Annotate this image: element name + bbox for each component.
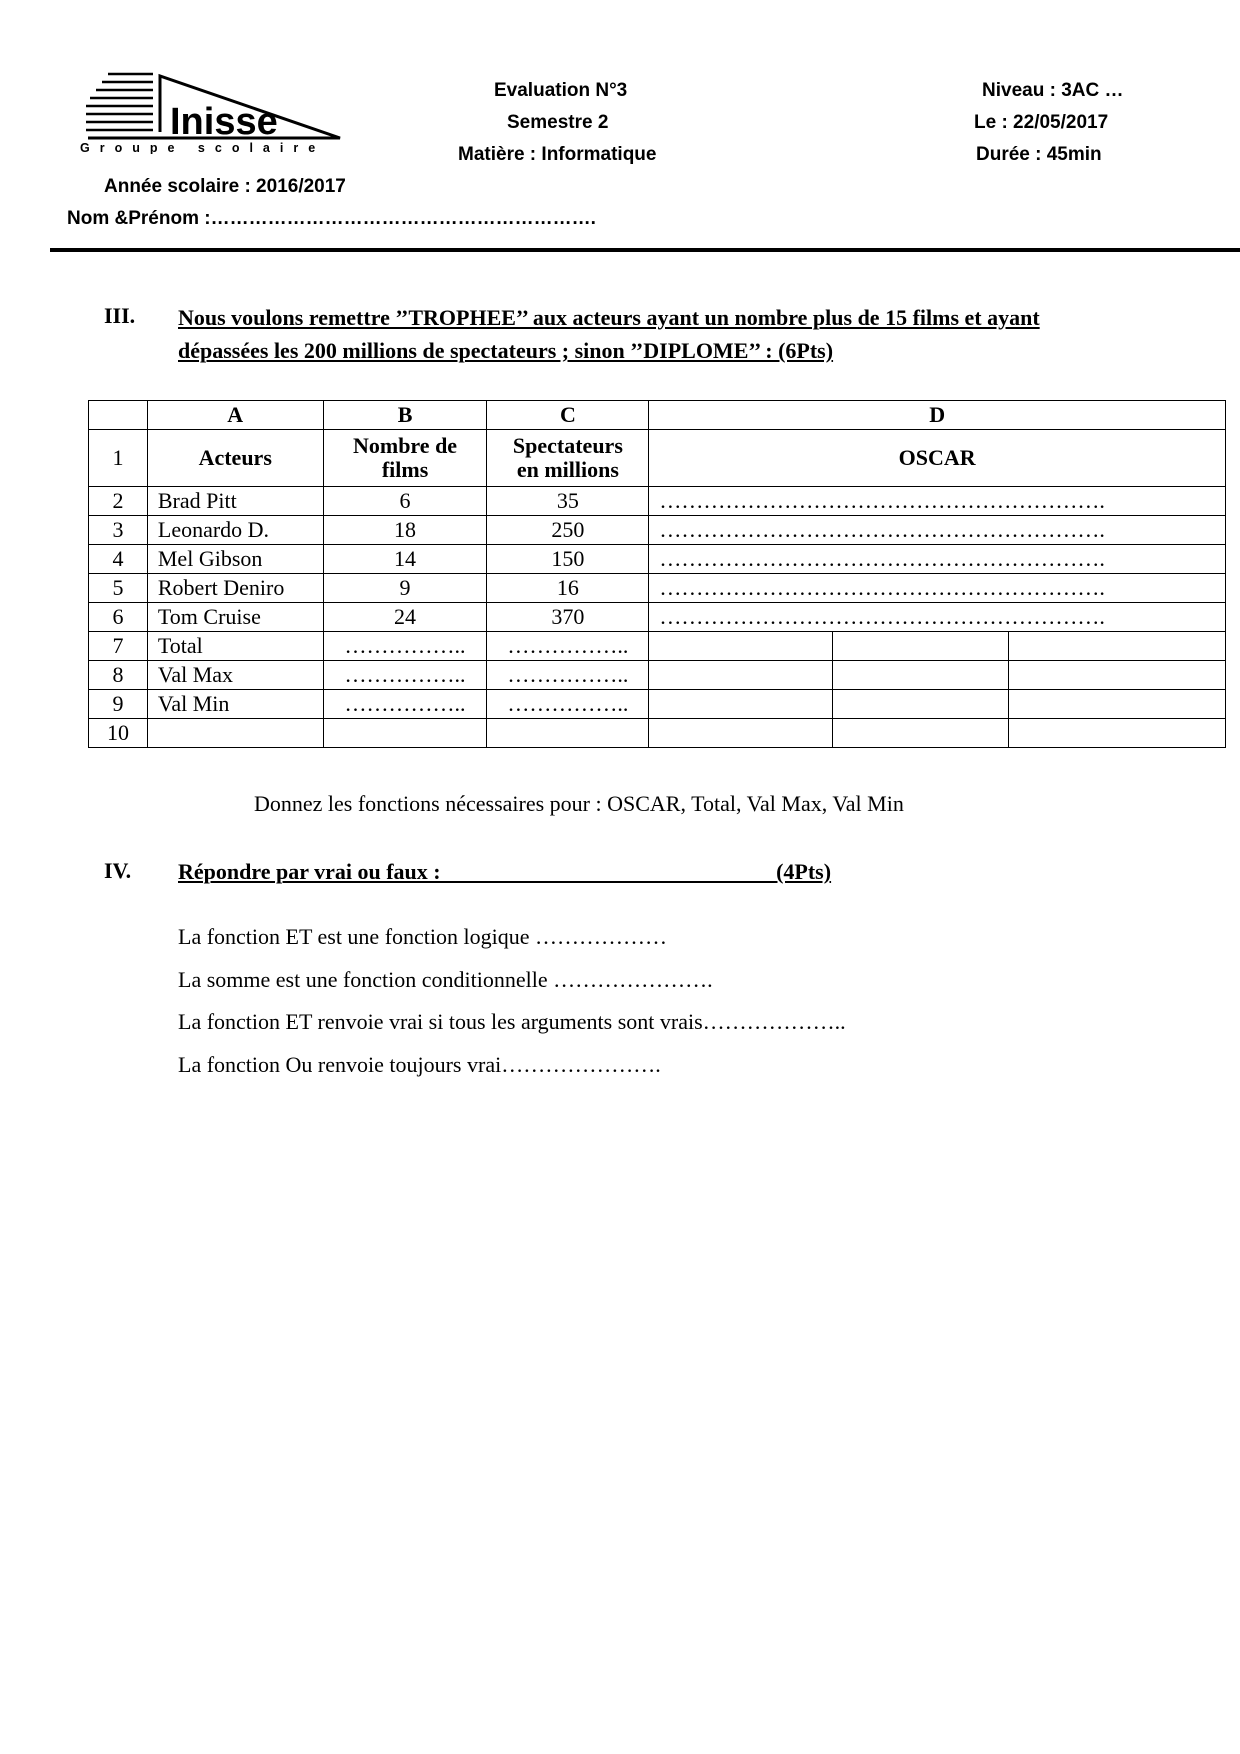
col-letter-c: C — [487, 401, 649, 430]
summary-row — [89, 661, 1226, 690]
svg-text:Groupe scolaire: Groupe scolaire — [80, 141, 326, 154]
svg-text:Inisse: Inisse — [170, 101, 278, 143]
col-letter-d: D — [649, 401, 1226, 430]
empty-cell — [323, 719, 487, 748]
row-number: 5 — [89, 574, 148, 603]
empty-cell — [649, 661, 833, 690]
section-3-line-2: dépassées les 200 millions de spectateurs ; sinon ’’DIPLOME’’ : (6Pts) — [178, 338, 834, 363]
row-number: 1 — [89, 430, 148, 487]
row-number: 10 — [89, 719, 148, 748]
empty-cell — [833, 661, 1009, 690]
empty-cell — [833, 719, 1009, 748]
empty-cell — [833, 690, 1009, 719]
row-number: 7 — [89, 632, 148, 661]
column-letters-row — [89, 401, 1226, 430]
empty-cell — [833, 632, 1009, 661]
summary-row — [89, 690, 1226, 719]
school-year: Année scolaire : 2016/2017 — [104, 176, 346, 197]
empty-cell — [649, 719, 833, 748]
row-number: 2 — [89, 487, 148, 516]
header-acteurs: Acteurs — [147, 430, 323, 487]
actor-name: Leonardo D. — [147, 516, 323, 545]
table-row — [89, 545, 1226, 574]
oscar-answer: ……………………………………………………. — [649, 516, 1226, 545]
spectators: 250 — [487, 516, 649, 545]
header-films — [323, 430, 487, 487]
films-count: 18 — [323, 516, 487, 545]
empty-cell — [1009, 632, 1226, 661]
summary-c: …………….. — [487, 661, 649, 690]
section-4-number: IV. — [104, 858, 132, 883]
films-count: 9 — [323, 574, 487, 603]
row-number: 6 — [89, 603, 148, 632]
table-row — [89, 574, 1226, 603]
table-row — [89, 603, 1226, 632]
true-false-item: La somme est une fonction conditionnelle …………………. — [178, 967, 713, 992]
spreadsheet-table — [88, 400, 1226, 748]
actor-name: Tom Cruise — [147, 603, 323, 632]
empty-cell — [487, 719, 649, 748]
section-4-title: Répondre par vrai ou faux : (4Pts) — [178, 859, 832, 884]
actor-name: Mel Gibson — [147, 545, 323, 574]
summary-label: Val Min — [147, 690, 323, 719]
empty-row — [89, 719, 1226, 748]
spectators: 16 — [487, 574, 649, 603]
spectators: 150 — [487, 545, 649, 574]
spectators: 35 — [487, 487, 649, 516]
summary-b: …………….. — [323, 632, 487, 661]
actor-name: Brad Pitt — [147, 487, 323, 516]
true-false-item: La fonction Ou renvoie toujours vrai…………………. — [178, 1052, 661, 1077]
row-number: 9 — [89, 690, 148, 719]
oscar-answer: ……………………………………………………. — [649, 487, 1226, 516]
col-letter-b: B — [323, 401, 487, 430]
semester: Semestre 2 — [507, 112, 609, 133]
row-number: 3 — [89, 516, 148, 545]
row-number: 4 — [89, 545, 148, 574]
films-count: 24 — [323, 603, 487, 632]
actor-name: Robert Deniro — [147, 574, 323, 603]
col-letter-a: A — [147, 401, 323, 430]
name-field: Nom &Prénom :……………………………………………………. — [67, 208, 596, 229]
header-spect-line-1: Spectateurs — [512, 433, 623, 458]
films-count: 14 — [323, 545, 487, 574]
spectators: 370 — [487, 603, 649, 632]
summary-label: Val Max — [147, 661, 323, 690]
table-row — [89, 487, 1226, 516]
row-number: 8 — [89, 661, 148, 690]
section-3-number: III. — [104, 303, 136, 328]
section-3-line-1: Nous voulons remettre ’’TROPHEE’’ aux acteurs ayant un nombre plus de 15 films et ayant — [178, 305, 1040, 330]
summary-c: …………….. — [487, 632, 649, 661]
table-row — [89, 516, 1226, 545]
oscar-answer: ……………………………………………………. — [649, 603, 1226, 632]
subject: Matière : Informatique — [458, 144, 657, 165]
empty-cell — [1009, 661, 1226, 690]
school-logo — [78, 72, 348, 154]
films-count: 6 — [323, 487, 487, 516]
header-row — [89, 430, 1226, 487]
empty-cell — [649, 690, 833, 719]
summary-b: …………….. — [323, 690, 487, 719]
header-films-line-2: films — [381, 457, 429, 482]
level: Niveau : 3AC … — [982, 80, 1124, 101]
summary-label: Total — [147, 632, 323, 661]
oscar-answer: ……………………………………………………. — [649, 545, 1226, 574]
instruction-text: Donnez les fonctions nécessaires pour : OSCAR, Total, Val Max, Val Min — [254, 791, 904, 816]
header-films-line-1: Nombre de — [352, 433, 458, 458]
oscar-answer: ……………………………………………………. — [649, 574, 1226, 603]
empty-cell — [147, 719, 323, 748]
header-oscar: OSCAR — [649, 430, 1226, 487]
header-spectateurs — [487, 430, 649, 487]
true-false-item: La fonction ET renvoie vrai si tous les arguments sont vrais……………….. — [178, 1009, 846, 1034]
corner-cell — [89, 401, 148, 430]
header-divider — [50, 248, 1240, 252]
summary-row — [89, 632, 1226, 661]
true-false-item: La fonction ET est une fonction logique ……………… — [178, 924, 668, 949]
exam-date: Le : 22/05/2017 — [974, 112, 1109, 133]
empty-cell — [1009, 719, 1226, 748]
summary-c: …………….. — [487, 690, 649, 719]
empty-cell — [1009, 690, 1226, 719]
summary-b: …………….. — [323, 661, 487, 690]
empty-cell — [649, 632, 833, 661]
header-spect-line-2: en millions — [516, 457, 619, 482]
evaluation-title: Evaluation N°3 — [494, 80, 628, 101]
duration: Durée : 45min — [976, 144, 1102, 165]
